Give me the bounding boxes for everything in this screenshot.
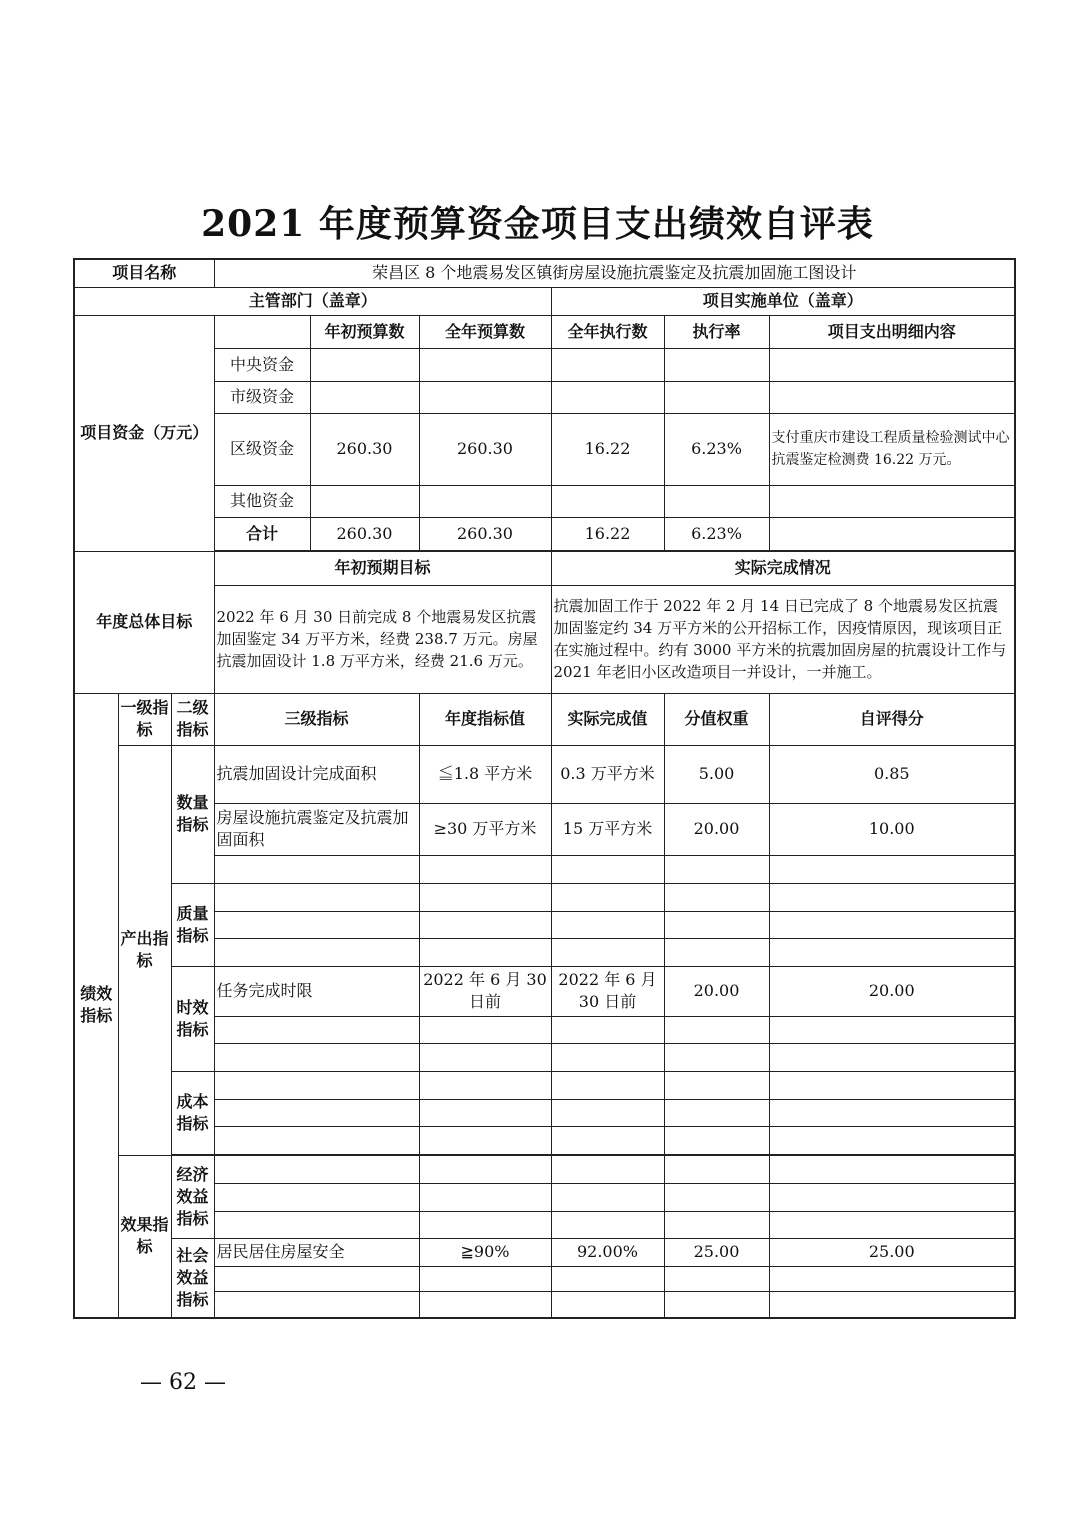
funds-row-other: [74, 485, 1015, 517]
funds-detail-cell: 支付重庆市建设工程质量检验测试中心抗震鉴定检测费 16.22 万元。: [769, 413, 1015, 485]
funds-cell: 260.30: [419, 517, 551, 550]
perf-header-level1: 一级指标: [118, 693, 171, 745]
indicator-row-empty: [74, 855, 1015, 883]
indicator-name: 房屋设施抗震鉴定及抗震加固面积: [214, 803, 419, 855]
funds-label: 项目资金（万元）: [74, 315, 214, 551]
project-name-value: 荣昌区 8 个地震易发区镇街房屋设施抗震鉴定及抗震加固施工图设计: [214, 259, 1015, 287]
funds-cell: [664, 381, 769, 413]
perf-header-actual: 实际完成值: [551, 693, 664, 745]
perf-header-level2: 二级指标: [171, 693, 214, 745]
indicator-weight: 20.00: [664, 803, 769, 855]
indicator-row-empty: [74, 1155, 1015, 1183]
indicator-actual: 92.00%: [551, 1238, 664, 1266]
funds-cell: [310, 381, 419, 413]
goals-actual-header: 实际完成情况: [551, 551, 1015, 585]
funds-header-executed: 全年执行数: [551, 315, 664, 348]
indicator-name: 抗震加固设计完成面积: [214, 745, 419, 803]
quantity-label: 数量指标: [171, 745, 214, 883]
funds-row-name: 合计: [214, 517, 310, 550]
goals-expected-header: 年初预期目标: [214, 551, 551, 585]
dept-label: 主管部门（盖章）: [74, 287, 551, 315]
goals-actual-text: 抗震加固工作于 2022 年 2 月 14 日已完成了 8 个地震易发区抗震加固鉴定约 34 万平方米的公开招标工作，因疫情原因，现该项目正在实施过程中。约有 3000 平方米的抗震加固房屋的抗震设计工作与 2021 年老旧小区改造项目一并设计，一并施工。: [551, 585, 1015, 693]
indicator-score: 25.00: [769, 1238, 1015, 1266]
page-number: — 62 —: [140, 1370, 226, 1395]
perf-header-weight: 分值权重: [664, 693, 769, 745]
funds-header-rate: 执行率: [664, 315, 769, 348]
funds-header-annual: 全年预算数: [419, 315, 551, 348]
quality-label: 质量指标: [171, 883, 214, 966]
indicator-row-empty: [74, 911, 1015, 938]
funds-row-name: 区级资金: [214, 413, 310, 485]
indicator-row-empty: [74, 1071, 1015, 1099]
indicator-row-empty: [74, 1099, 1015, 1126]
indicator-name: 居民居住房屋安全: [214, 1238, 419, 1266]
funds-cell: [769, 517, 1015, 550]
funds-header-initial: 年初预算数: [310, 315, 419, 348]
funds-cell: 260.30: [310, 413, 419, 485]
funds-cell: 6.23%: [664, 413, 769, 485]
indicator-row-empty: [74, 1016, 1015, 1043]
cost-label: 成本指标: [171, 1071, 214, 1154]
funds-cell: [664, 348, 769, 381]
output-label: 产出指标: [118, 745, 171, 1155]
indicator-row-empty: [74, 1043, 1015, 1071]
funds-row-district: [74, 413, 1015, 485]
funds-cell: [551, 348, 664, 381]
indicator-target: ≥30 万平方米: [419, 803, 551, 855]
indicator-score: 20.00: [769, 966, 1015, 1016]
indicator-weight: 25.00: [664, 1238, 769, 1266]
funds-cell: [310, 485, 419, 517]
funds-cell: [419, 381, 551, 413]
perf-header-target: 年度指标值: [419, 693, 551, 745]
funds-cell: [769, 348, 1015, 381]
indicator-row-empty: [74, 1183, 1015, 1211]
funds-cell: 6.23%: [664, 517, 769, 550]
project-name-label: 项目名称: [74, 259, 214, 287]
indicator-target: 2022 年 6 月 30 日前: [419, 966, 551, 1016]
economic-label: 经济效益指标: [171, 1155, 214, 1238]
goals-expected-text: 2022 年 6 月 30 日前完成 8 个地震易发区抗震加固鉴定 34 万平方米，经费 238.7 万元。房屋抗震加固设计 1.8 万平方米，经费 21.6 万元。: [214, 585, 551, 693]
goals-label: 年度总体目标: [74, 551, 214, 693]
funds-cell: [551, 485, 664, 517]
funds-header-detail: 项目支出明细内容: [769, 315, 1015, 348]
indicator-actual: 2022 年 6 月 30 日前: [551, 966, 664, 1016]
perf-header-level3: 三级指标: [214, 693, 419, 745]
funds-row-municipal: [74, 381, 1015, 413]
indicator-row-empty: [74, 1211, 1015, 1238]
indicator-score: 10.00: [769, 803, 1015, 855]
funds-cell: [769, 381, 1015, 413]
indicator-row: [74, 1238, 1015, 1266]
funds-cell: 16.22: [551, 517, 664, 550]
indicator-row: [74, 803, 1015, 855]
indicator-score: 0.85: [769, 745, 1015, 803]
funds-row-name: 市级资金: [214, 381, 310, 413]
funds-row-name: 中央资金: [214, 348, 310, 381]
indicator-row-empty: [74, 883, 1015, 911]
timeliness-label: 时效指标: [171, 966, 214, 1071]
funds-cell: 260.30: [310, 517, 419, 550]
funds-row-total: [74, 517, 1015, 550]
funds-cell: 16.22: [551, 413, 664, 485]
funds-cell: [769, 485, 1015, 517]
perf-header-score: 自评得分: [769, 693, 1015, 745]
social-label: 社会效益指标: [171, 1238, 214, 1318]
indicator-row: [74, 966, 1015, 1016]
effect-label: 效果指标: [118, 1155, 171, 1318]
funds-cell: 260.30: [419, 413, 551, 485]
indicator-target: ≦1.8 平方米: [419, 745, 551, 803]
funds-row-central: [74, 348, 1015, 381]
funds-cell: [551, 381, 664, 413]
indicator-row: [74, 745, 1015, 803]
indicator-name: 任务完成时限: [214, 966, 419, 1016]
indicator-row-empty: [74, 1126, 1015, 1154]
indicator-actual: 0.3 万平方米: [551, 745, 664, 803]
indicator-row-empty: [74, 1291, 1015, 1318]
perf-label: 绩效指标: [74, 693, 118, 1318]
indicator-row-empty: [74, 1266, 1015, 1291]
indicator-weight: 5.00: [664, 745, 769, 803]
evaluation-table: [73, 258, 1016, 1319]
funds-cell: [419, 348, 551, 381]
page-title: 2021 年度预算资金项目支出绩效自评表: [201, 203, 874, 245]
indicator-row-empty: [74, 938, 1015, 966]
funds-cell: [419, 485, 551, 517]
impl-unit-label: 项目实施单位（盖章）: [551, 287, 1015, 315]
indicator-weight: 20.00: [664, 966, 769, 1016]
funds-header-blank: [214, 315, 310, 348]
funds-row-name: 其他资金: [214, 485, 310, 517]
indicator-actual: 15 万平方米: [551, 803, 664, 855]
funds-cell: [310, 348, 419, 381]
funds-cell: [664, 485, 769, 517]
indicator-target: ≧90%: [419, 1238, 551, 1266]
